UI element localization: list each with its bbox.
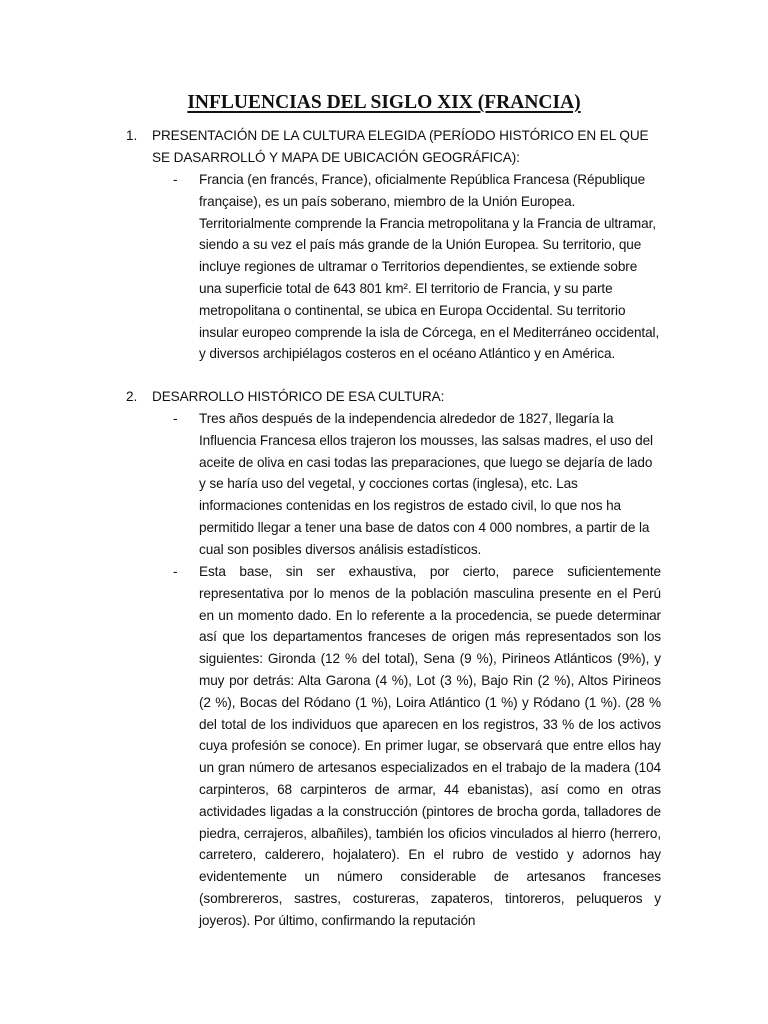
section-1 [126,125,666,169]
section-2 [126,386,666,408]
section-1-number: 1. [126,128,138,143]
section-2-heading: DESARROLLO HISTÓRICO DE ESA CULTURA: [152,389,445,404]
bullet-dash: - [173,564,178,579]
bullet-text: Esta base, sin ser exhaustiva, por cierto, parece suficientemente representativa por lo menos de la población masculina presente en el Perú en un momento dado. En lo referente a la procedencia, se puede determinar así que los departamentos franceses de origen más representados son los siguientes: Gironda (12 % del total), Sena (9 %), Pirineos Atlánticos (9%), y muy por detrás: Alta Garona (4 %), Lot (3 %), Bajo Rin (2 %), Altos Pirineos (2 %), Bocas del Ródano (1 %), Loira Atlántico (1 %) y Ródano (1 %). (28 % del total de los individuos que aparecen en los registros, 33 % de los activos cuya profesión se conoce). En primer lugar, se observará que entre ellos hay un gran número de artesanos especializados en el trabajo de la madera (104 carpinteros, 68 carpinteros de armar, 44 ebanistas), así como en otras actividades ligadas a la construcción (pintores de brocha gorda, talladores de piedra, cerrajeros, albañiles), también los oficios vinculados al hierro (herrero, carretero, calderero, hojalatero). En el rubro de vestido y adornos hay evidentemente un número considerable de artesanos franceses (sombrereros, sastres, costureras, zapateros, tintoreros, peluqueros y joyeros). Por último, confirmando la reputación [199,564,661,928]
section-2-bullet-2 [173,561,661,932]
section-2-number: 2. [126,389,138,404]
bullet-dash: - [173,411,178,426]
bullet-dash: - [173,172,178,187]
bullet-text: Francia (en francés, France), oficialmente República Francesa (République française), es un país soberano, miembro de la Unión Europea. Territorialmente comprende la Francia metropolitana y la Francia de ultramar, siendo a su vez el país más grande de la Unión Europea. Su territorio, que incluye regiones de ultramar o Territorios dependientes, se extiende sobre una superficie total de 643 801 km². El territorio de Francia, y su parte metropolitana o continental, se ubica en Europa Occidental. Su territorio insular europeo comprende la isla de Córcega, en el Mediterráneo occidental, y diversos archipiélagos costeros en el océano Atlántico y en América. [199,172,660,362]
section-1-bullet-1 [173,169,661,365]
section-1-heading: PRESENTACIÓN DE LA CULTURA ELEGIDA (PERÍODO HISTÓRICO EN EL QUE SE DASARROLLÓ Y MAPA DE UBICACIÓN GEOGRÁFICA): [152,128,649,165]
section-2-heading-row [126,386,666,408]
bullet-text: Tres años después de la independencia alrededor de 1827, llegaría la Influencia Francesa ellos trajeron los mousses, las salsas madres, el uso del aceite de oliva en casi todas las preparaciones, que luego se dejaría de lado y se haría uso del vegetal, y cocciones cortas (inglesa), etc. Las informaciones contenidas en los registros de estado civil, lo que nos ha permitido llegar a tener una base de datos con 4 000 nombres, a partir de la cual son posibles diversos análisis estadísticos. [199,411,653,557]
section-1-heading-row [126,125,666,169]
section-2-bullet-1 [173,408,661,561]
document-title: INFLUENCIAS DEL SIGLO XIX (FRANCIA) [187,92,581,113]
